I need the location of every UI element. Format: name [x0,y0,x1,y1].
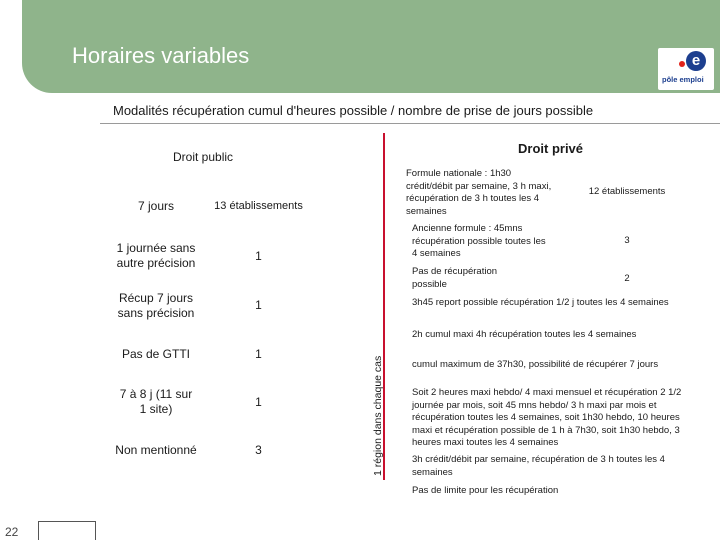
footer-rule [95,522,96,540]
public-row-label: 7 à 8 j (11 sur 1 site) [108,382,204,422]
prive-row-value: 2 [612,271,642,287]
prive-row-value: 3 [612,233,642,249]
logo-dot-icon [679,61,685,67]
footer-rule [38,521,96,522]
footer-rule [38,522,39,540]
slide-number: 22 [0,522,38,540]
vertical-note: 1 région dans chaque cas [372,355,384,476]
slide-header [22,0,720,93]
public-row-value: 1 [210,341,307,367]
subtitle-divider [100,123,720,124]
public-row-label: Récup 7 jours sans précision [108,289,204,323]
public-row-label: Non mentionné [108,437,204,463]
pole-emploi-logo [658,48,714,90]
public-row-value: 1 [210,243,307,269]
prive-note: Pas de limite pour les récupération [412,485,697,499]
prive-heading: Droit privé [518,141,584,156]
public-row-label: 1 journée sans autre précision [108,239,204,273]
slide-subtitle: Modalités récupération cumul d'heures possible / nombre de prise de jours possible [113,103,594,118]
public-row-label: Pas de GTTI [108,341,204,367]
prive-row-text: Ancienne formule : 45mns récupération possible toutes les 4 semaines [412,223,552,259]
prive-note: cumul maximum de 37h30, possibilité de récupérer 7 jours [412,359,702,373]
public-row-value: 1 [210,389,307,415]
prive-row-value: 12 établissements [572,183,682,201]
public-row-value: 1 [210,292,307,318]
logo-e-icon: e [686,51,706,71]
prive-note: 3h45 report possible récupération 1/2 j toutes les 4 semaines [412,297,672,321]
logo-text: pôle emploi [662,75,704,84]
public-row-label: 7 jours [108,193,204,219]
public-heading: Droit public [173,150,234,164]
prive-note: 3h crédit/débit par semaine, récupération de 3 h toutes les 4 semaines [412,454,697,480]
public-row-value: 13 établissements [210,193,307,219]
prive-row-text: Pas de récupération possible [412,266,532,290]
public-row-value: 3 [210,437,307,463]
slide-title: Horaires variables [72,43,250,68]
prive-row-text: Formule nationale : 1h30 crédit/débit par semaine, 3 h maxi, récupération de 3 h toutes les 4 semaines [406,168,556,218]
prive-note: 2h cumul maxi 4h récupération toutes les 4 semaines [412,329,702,343]
prive-note: Soit 2 heures maxi hebdo/ 4 maxi mensuel et récupération 2 1/2 journée par mois, soit 45 mns hebdo/ 3 h maxi par mois et récupération toutes les 4 semaines, soit 1h30 hebdo, 10 heures maxi et récupération possible de 1 h à 7h30, soit 1h30 hebdo, 3 heures maxi toutes les 4 semaines [412,387,697,447]
